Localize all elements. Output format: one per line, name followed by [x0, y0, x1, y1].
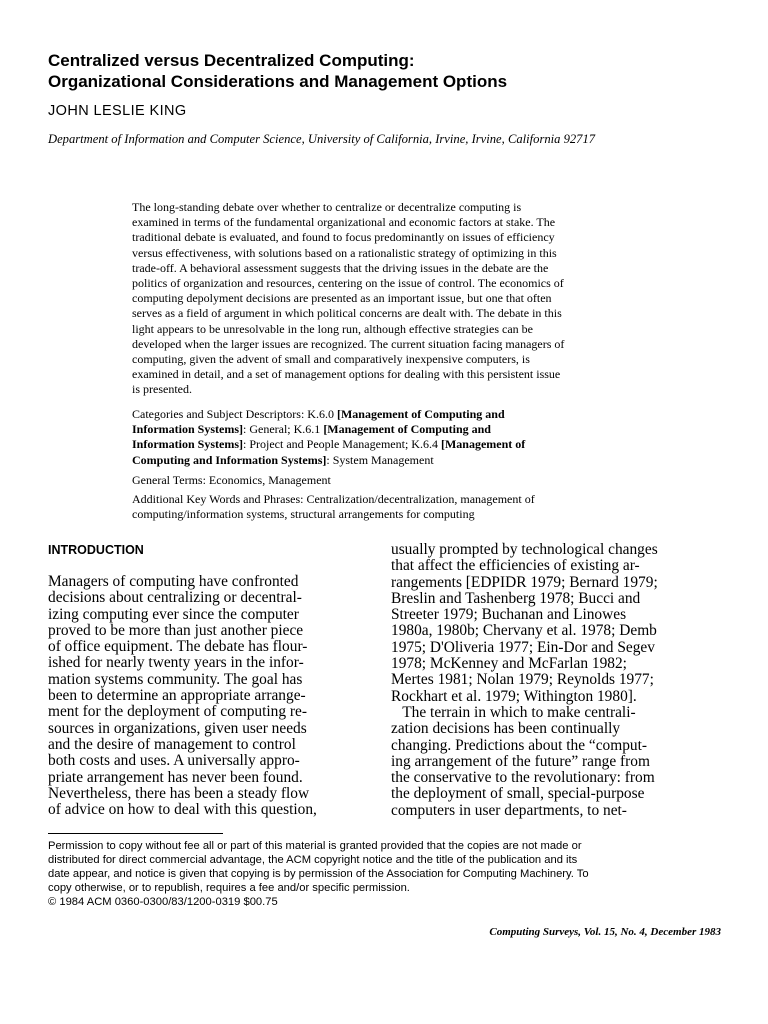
descriptor-text: : Project and People Management; K.6.4 [243, 437, 441, 452]
body-line: 1975; D'Oliveria 1977; Ein-Dor and Segev [391, 638, 655, 656]
body-line: 1978; McKenney and McFarlan 1982; [391, 655, 627, 673]
body-line: zation decisions has been continually [391, 720, 621, 738]
abstract-line: politics of organization and resources, centering on the issue of control. The economics of [132, 276, 564, 291]
body-line: of advice on how to deal with this question, [48, 801, 317, 819]
descriptor-heading: Computing and Information Systems] [132, 452, 327, 467]
body-line: sources in organizations, given user needs [48, 719, 307, 737]
body-line: Rockhart et al. 1979; Withington 1980]. [391, 687, 637, 705]
subject-descriptors [132, 407, 525, 468]
abstract-line: examined in detail, and a set of management options for dealing with this persistent issue [132, 367, 561, 382]
abstract-line: computing, given the advent of small and comparatively inexpensive computers, is [132, 352, 530, 367]
abstract-line: light appears to be unresolvable in the long run, although effective strategies can be [132, 321, 533, 336]
body-line: and the desire of management to control [48, 735, 296, 753]
body-line: ing arrangement of the future” range from [391, 752, 650, 770]
general-terms-line: General Terms: Economics, Management [132, 473, 331, 487]
body-line: Mertes 1981; Nolan 1979; Reynolds 1977; [391, 671, 654, 689]
descriptor-heading: Information Systems] [132, 437, 243, 452]
body-line: Streeter 1979; Buchanan and Linowes [391, 606, 627, 624]
general-terms [132, 473, 331, 488]
abstract-line: computing depolyment decisions are presented as an important issue, but one that often [132, 291, 552, 306]
body-line: changing. Predictions about the “comput- [391, 736, 648, 754]
title-line: Centralized versus Decentralized Computing: [48, 51, 415, 70]
descriptor-heading: Information Systems] [132, 422, 243, 437]
copyright-footnote [48, 840, 589, 910]
body-line: ment for the deployment of computing re- [48, 703, 308, 721]
abstract-line: trade-off. A behavioral assessment suggests that the driving issues in the debate are the [132, 260, 549, 275]
descriptor-heading: [Management of Computing and [336, 407, 505, 421]
body-line: Breslin and Tashenberg 1978; Bucci and [391, 589, 641, 607]
descriptor-text: : General; K.6.1 [243, 422, 324, 437]
footnote-line: © 1984 ACM 0360-0300/83/1200-0319 $00.75 [48, 895, 278, 908]
body-line: ished for nearly twenty years in the infor- [48, 654, 304, 672]
paper-title [48, 50, 738, 92]
body-line: 1980a, 1980b; Chervany et al. 1978; Demb [391, 622, 657, 640]
body-line: been to determine an appropriate arrange- [48, 687, 306, 705]
body-line: decisions about centralizing or decentral- [48, 589, 302, 607]
abstract-line: examined in terms of the fundamental organizational and economic factors at stake. The [132, 215, 556, 230]
body-line: mation systems community. The goal has [48, 670, 303, 688]
abstract-line: versus effectiveness, with solutions based on a rationalistic strategy of optimizing in this [132, 245, 557, 260]
journal-citation: Computing Surveys, Vol. 15, No. 4, December 1983 [489, 926, 721, 938]
abstract-line: The long-standing debate over whether to centralize or decentralize computing is [132, 200, 522, 214]
body-line: proved to be more than just another piece [48, 621, 304, 639]
descriptor-text: : System Management [326, 452, 434, 467]
descriptor-text: Categories and Subject Descriptors: K.6.0 [132, 407, 337, 421]
abstract-line: developed when the larger issues are recognized. The current situation facing managers of [132, 336, 565, 351]
author-affiliation: Department of Information and Computer Science, University of California, Irvine, Irvine, California 92717 [48, 132, 596, 146]
descriptor-heading: [Management of [440, 437, 526, 452]
body-line: the deployment of small, special-purpose [391, 785, 645, 803]
body-line: usually prompted by technological changes [391, 541, 658, 558]
body-line: priate arrangement has never been found. [48, 768, 303, 786]
body-line: izing computing ever since the computer [48, 605, 299, 623]
title-line: Organizational Considerations and Management Options [48, 72, 508, 91]
keywords [132, 492, 535, 522]
footnote-line: copy otherwise, or to republish, requires a fee and/or specific permission. [48, 881, 410, 894]
footnote-line: date appear, and notice is given that copying is by permission of the Association for Computing Machinery. To [48, 867, 589, 880]
footnote-line: distributed for direct commercial advantage, the ACM copyright notice and the title of the publication and its [48, 853, 578, 866]
abstract-line: traditional debate is evaluated, and found to focus predominantly on issues of efficiency [132, 230, 555, 245]
body-line: of office equipment. The debate has flour- [48, 638, 308, 656]
abstract-line: is presented. [132, 382, 192, 397]
body-line: the conservative to the revolutionary: from [391, 769, 655, 787]
abstract-line: serves as a field of argument in which political concerns are dealt with. The debate in this [132, 306, 562, 321]
abstract [132, 200, 564, 398]
body-line: that affect the efficiencies of existing ar- [391, 557, 640, 575]
body-line: rangements [EDPIDR 1979; Bernard 1979; [391, 573, 658, 591]
keywords-line: Additional Key Words and Phrases: Centralization/decentralization, management of [132, 492, 535, 506]
body-line: both costs and uses. A universally appro- [48, 752, 300, 770]
footnote-rule [48, 833, 223, 834]
body-line: Nevertheless, there has been a steady flow [48, 784, 310, 802]
keywords-line: computing/information systems, structural arrangements for computing [132, 507, 475, 522]
descriptor-heading: [Management of Computing and [323, 422, 491, 437]
left-column [48, 574, 376, 818]
right-column [391, 542, 721, 819]
body-line: computers in user departments, to net- [391, 801, 627, 819]
body-line: Managers of computing have confronted [48, 573, 299, 590]
footnote-line: Permission to copy without fee all or part of this material is granted provided that the copies are not made or [48, 840, 582, 852]
body-line: The terrain in which to make centrali- [391, 703, 636, 721]
section-heading: INTRODUCTION [48, 543, 144, 557]
author-name: JOHN LESLIE KING [48, 103, 187, 119]
